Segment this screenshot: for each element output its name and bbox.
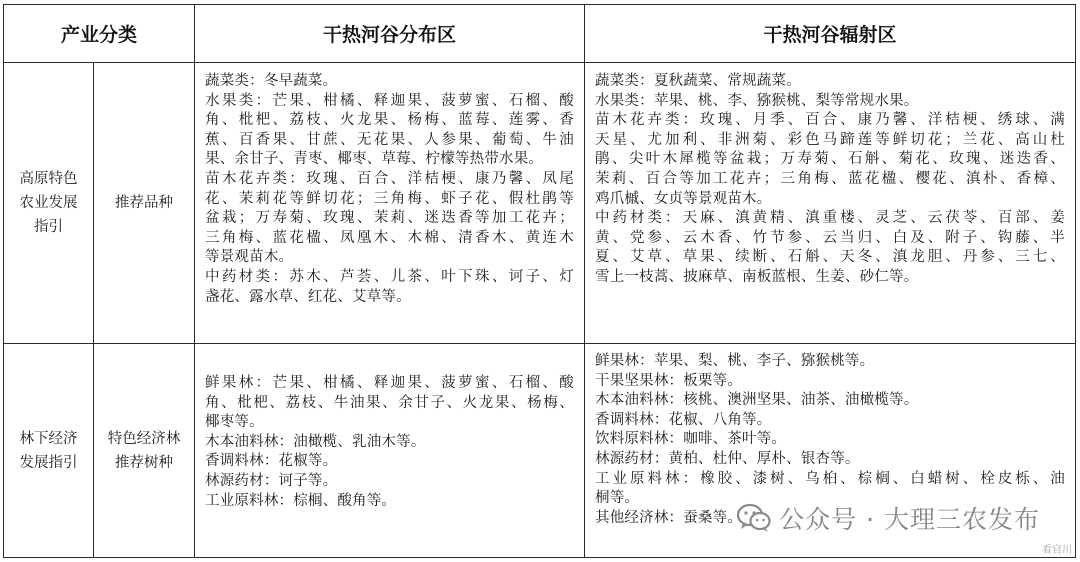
- text-line: 等景观苗木。: [205, 249, 294, 266]
- wechat-icon: [737, 503, 771, 533]
- radiation-zone-cell: [585, 63, 1076, 344]
- text-line: 干果坚果林：板栗等。: [595, 372, 743, 389]
- text-line: 木本油料林：油橄榄、乳油木等。: [205, 433, 426, 450]
- text-line: 鸡爪槭、女贞等景观苗木。: [595, 190, 772, 207]
- header-radiation-zone: 干热河谷辐射区: [585, 5, 1076, 63]
- table-header-row: [4, 5, 1076, 63]
- row-subcategory-cell: [94, 344, 195, 558]
- text-line: 中药材类：苏木、芦荟、儿茶、叶下珠、诃子、灯: [205, 268, 575, 285]
- table-row: [4, 63, 1076, 344]
- text-line: 蔬菜类：夏秋蔬菜、常规蔬菜。: [595, 73, 801, 89]
- text-line: 苗木花卉类：玫瑰、月季、百合、康乃馨、洋桔梗、绣球、满: [595, 112, 1066, 129]
- header-category: 产业分类: [4, 5, 195, 63]
- text-line: 香调料林：花椒、八角等。: [595, 411, 772, 428]
- text-line: 香调料林：花椒等。: [205, 453, 338, 470]
- text-line: 林源药材：诃子等。: [205, 472, 338, 489]
- label-line: 特色经济林: [107, 430, 181, 447]
- text-line: 其他经济林：蚕桑等。: [595, 509, 743, 526]
- text-line: 饮料原料林：咖啡、茶叶等。: [595, 431, 787, 448]
- text-line: 工业原料林：橡胶、漆树、乌桕、棕榈、白蜡树、栓皮栎、油: [595, 470, 1066, 487]
- text-line: 三角梅、蓝花楹、凤凰木、木棉、清香木、黄连木: [205, 229, 575, 246]
- text-line: 椰枣等。: [205, 414, 264, 431]
- label-line: 指引: [34, 219, 63, 235]
- text-line: 天星、尤加利、非洲菊、彩色马蹄莲等鲜切花；兰花、高山杜: [595, 131, 1066, 148]
- label-line: 林下经济: [19, 430, 78, 447]
- text-line: 桐等。: [595, 490, 640, 507]
- text-line: 黄、党参、云木香、竹节参、云当归、白及、附子、钩藤、半: [595, 229, 1066, 246]
- core-zone-cell: [195, 344, 585, 558]
- label-line: 高原特色: [19, 171, 78, 187]
- row-subcategory-cell: [94, 63, 195, 344]
- row-category-cell: [4, 63, 94, 344]
- text-line: 蔬菜类：冬早蔬菜。: [205, 73, 338, 89]
- corner-mark: 看官川: [1042, 545, 1072, 556]
- text-line: 鹃、尖叶木犀榄等盆栽；万寿菊、石斛、菊花、玫瑰、迷迭香、: [595, 151, 1066, 168]
- text-line: 盏花、露水草、红花、艾草等。: [205, 288, 411, 305]
- text-line: 鲜果林：苹果、梨、桃、李子、猕猴桃等。: [595, 353, 875, 369]
- label-line: 发展指引: [19, 454, 78, 471]
- text-line: 果、余甘子、青枣、椰枣、草莓、柠檬等热带水果。: [205, 151, 544, 168]
- core-zone-cell: [195, 63, 585, 344]
- label-line: 推荐品种: [115, 195, 173, 211]
- text-line: 茉莉、百合等加工花卉；三角梅、蓝花楹、樱花、滇朴、香樟、: [595, 170, 1066, 187]
- text-line: 中药材类：天麻、滇黄精、滇重楼、灵芝、云茯苓、百部、姜: [595, 210, 1066, 227]
- label-line: 推荐树种: [115, 454, 173, 471]
- industry-guidance-table: [3, 4, 1076, 558]
- text-line: 木本油料林：核桃、澳洲坚果、油茶、油橄榄等。: [595, 392, 919, 409]
- text-line: 花、茉莉花等鲜切花；三角梅、虾子花、假杜鹃等: [205, 190, 575, 207]
- label-line: 农业发展: [19, 195, 78, 211]
- text-line: 盆栽；万寿菊、玫瑰、茉莉、迷迭香等加工花卉；: [205, 210, 575, 227]
- text-line: 水果类：芒果、柑橘、释迦果、菠萝蜜、石榴、酸: [205, 92, 575, 109]
- text-line: 蕉、百香果、甘蔗、无花果、人参果、葡萄、牛油: [205, 131, 575, 148]
- header-core-zone: 干热河谷分布区: [195, 5, 585, 63]
- row-category-cell: [4, 344, 94, 558]
- text-line: 工业原料林：棕榈、酸角等。: [205, 492, 397, 509]
- text-line: 林源药材：黄柏、杜仲、厚朴、银杏等。: [595, 450, 860, 467]
- watermark: [737, 500, 1040, 536]
- text-line: 角、枇杷、荔枝、牛油果、余甘子、火龙果、杨梅、: [205, 394, 575, 411]
- text-line: 水果类：苹果、桃、李、猕猴桃、梨等常规水果。: [595, 92, 919, 109]
- text-line: 雪上一枝蒿、披麻草、南板蓝根、生姜、砂仁等。: [595, 268, 919, 285]
- text-line: 夏、艾草、草果、续断、石斛、天冬、滇龙胆、丹参、三七、: [595, 249, 1066, 266]
- text-line: 苗木花卉类：玫瑰、百合、洋桔梗、康乃馨、凤尾: [205, 170, 575, 187]
- text-line: 角、枇杷、荔枝、火龙果、杨梅、蓝莓、莲雾、香: [205, 112, 575, 129]
- watermark-text: 公众号 · 大理三农发布: [779, 505, 1040, 534]
- text-line: 鲜果林：芒果、柑橘、释迦果、菠萝蜜、石榴、酸: [205, 375, 575, 391]
